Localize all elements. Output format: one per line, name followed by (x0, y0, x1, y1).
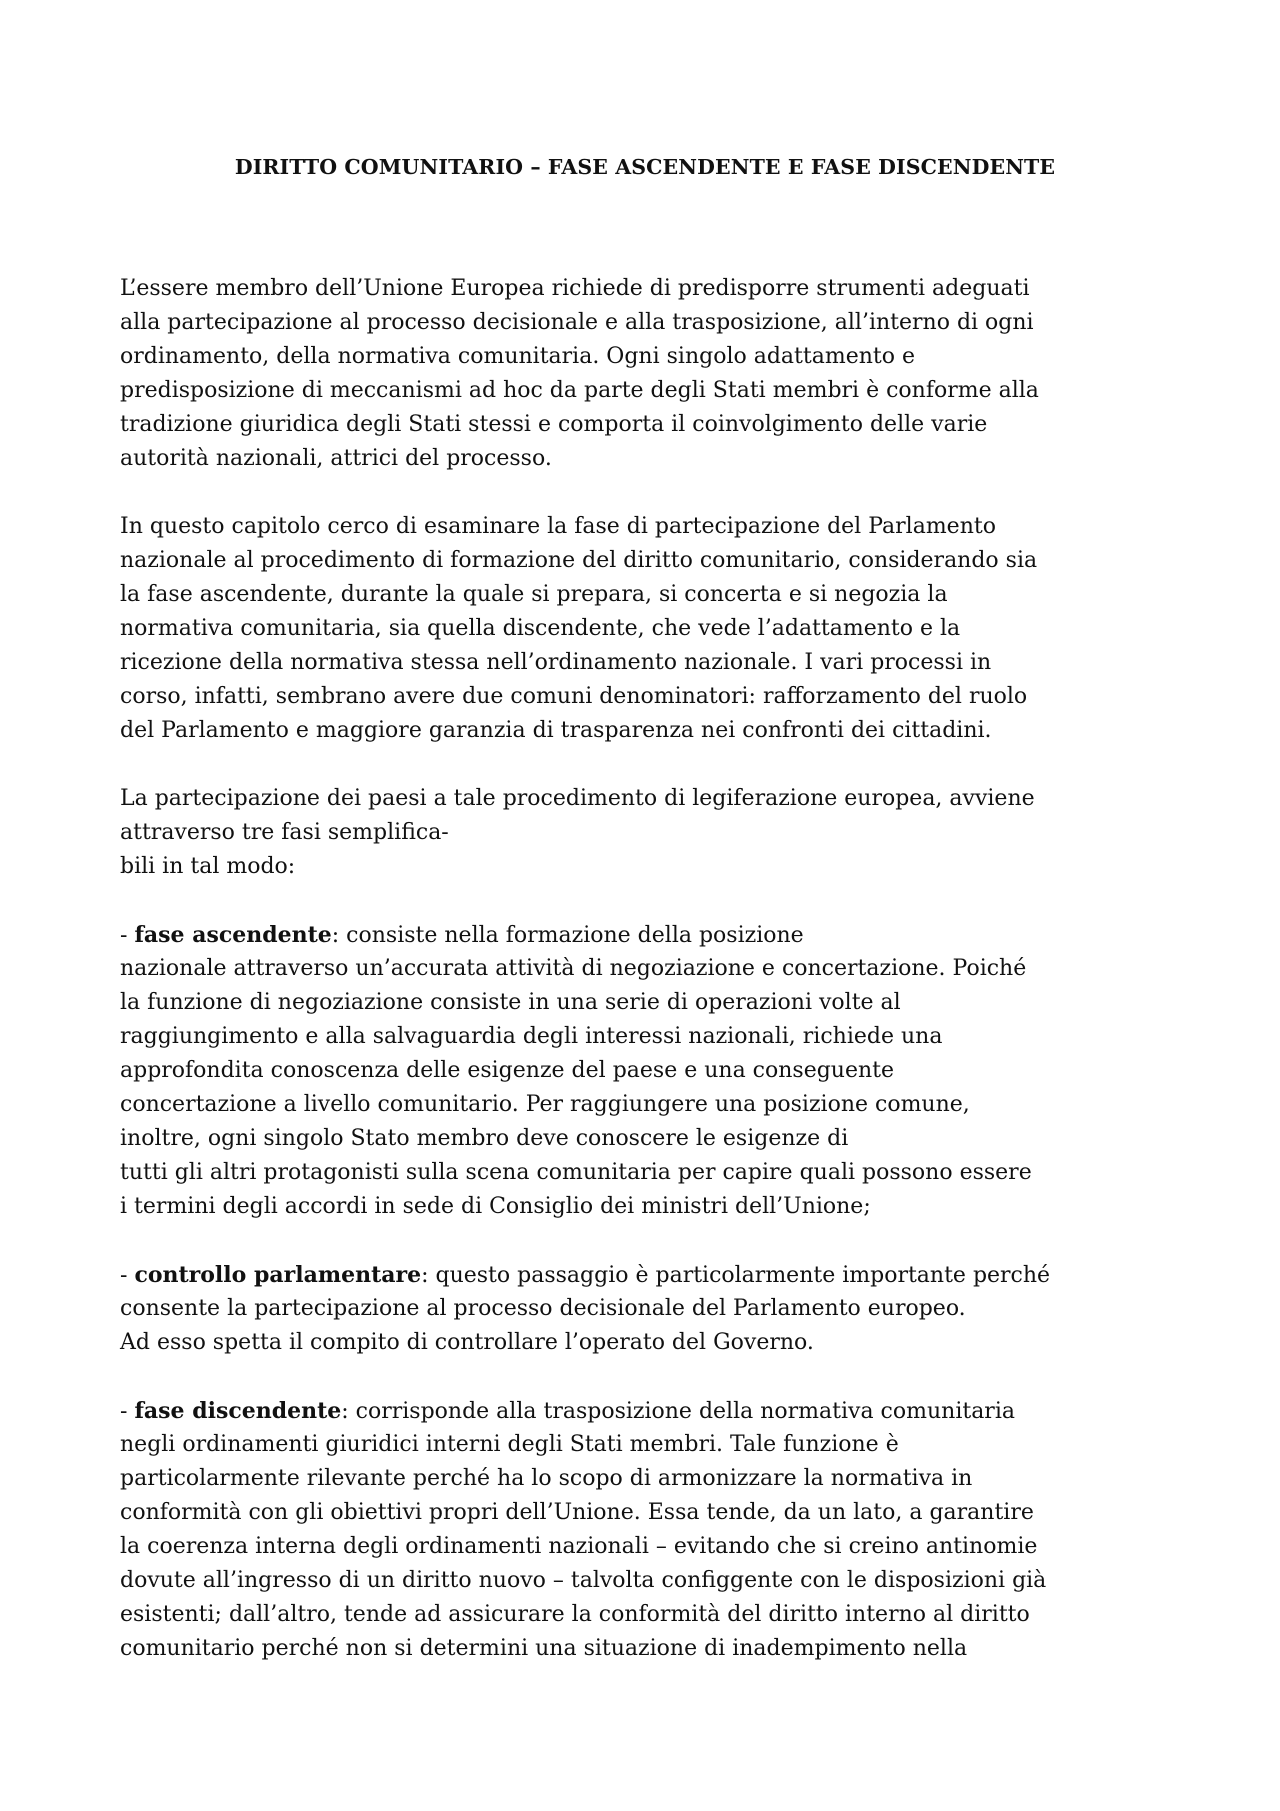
document-title: DIRITTO COMUNITARIO – FASE ASCENDENTE E FASE DISCENDENTE (234, 155, 1056, 179)
phase-heading-rest: : questo passaggio è particolarmente importante perché (421, 1263, 1051, 1288)
text-line: la fase ascendente, durante la quale si prepara, si concerta e si negozia la (120, 582, 948, 607)
phase-item-fase-ascendente (120, 918, 1170, 1224)
text-line: concertazione a livello comunitario. Per raggiungere una posizione comune, (120, 1092, 970, 1117)
text-line: negli ordinamenti giuridici interni degli Stati membri. Tale funzione è (120, 1432, 899, 1457)
text-line: inoltre, ogni singolo Stato membro deve conoscere le esigenze di (120, 1126, 849, 1151)
text-line: tutti gli altri protagonisti sulla scena comunitaria per capire quali possono essere (120, 1160, 1032, 1185)
text-line: esistenti; dall’altro, tende ad assicurare la conformità del diritto interno al diritto (120, 1602, 1030, 1627)
text-line: i termini degli accordi in sede di Consiglio dei ministri dell’Unione; (120, 1194, 871, 1219)
phase-heading-rest: : corrisponde alla trasposizione della normativa comunitaria (341, 1399, 1015, 1424)
phase-heading-rest: : consiste nella formazione della posizione (331, 923, 804, 948)
text-line: ricezione della normativa stessa nell’ordinamento nazionale. I vari processi in (120, 650, 992, 675)
text-line: predisposizione di meccanismi ad hoc da parte degli Stati membri è conforme alla (120, 378, 1039, 403)
text-line: raggiungimento e alla salvaguardia degli interessi nazionali, richiede una (120, 1024, 943, 1049)
text-line: la funzione di negoziazione consiste in una serie di operazioni volte al (120, 990, 901, 1015)
text-line: attraverso tre fasi semplifica- (120, 820, 449, 845)
phase-heading-line (120, 918, 1170, 952)
text-line: dovute all’ingresso di un diritto nuovo – talvolta configgente con le disposizioni già (120, 1568, 1047, 1593)
text-line: comunitario perché non si determini una situazione di inadempimento nella (120, 1636, 968, 1661)
document-page (120, 150, 1170, 1700)
text-line: nazionale al procedimento di formazione del diritto comunitario, considerando sia (120, 548, 1038, 573)
text-line: L’essere membro dell’Unione Europea richiede di predisporre strumenti adeguati (120, 276, 1030, 301)
text-line: autorità nazionali, attrici del processo. (120, 446, 552, 471)
text-line: bili in tal modo: (120, 854, 296, 879)
text-line: del Parlamento e maggiore garanzia di trasparenza nei confronti dei cittadini. (120, 718, 992, 743)
text-line: Ad esso spetta il compito di controllare l’operato del Governo. (120, 1330, 814, 1355)
text-line: ordinamento, della normativa comunitaria. Ogni singolo adattamento e (120, 344, 915, 369)
phase-term: fase discendente (134, 1398, 342, 1424)
phase-term: controllo parlamentare (134, 1262, 422, 1288)
text-line: corso, infatti, sembrano avere due comuni denominatori: rafforzamento del ruolo (120, 684, 1028, 709)
phase-heading-line (120, 1394, 1170, 1428)
paragraph-phases-intro (120, 782, 1170, 884)
paragraph-chapter-scope (120, 510, 1170, 748)
list-dash: - (120, 923, 135, 948)
phase-heading-line (120, 1258, 1170, 1292)
text-line: alla partecipazione al processo decisionale e alla trasposizione, all’interno di ogni (120, 310, 1034, 335)
list-dash: - (120, 1263, 135, 1288)
list-dash: - (120, 1399, 135, 1424)
text-line: nazionale attraverso un’accurata attività di negoziazione e concertazione. Poiché (120, 956, 1027, 981)
text-line: normativa comunitaria, sia quella discendente, che vede l’adattamento e la (120, 616, 961, 641)
text-line: La partecipazione dei paesi a tale procedimento di legiferazione europea, avviene (120, 786, 1035, 811)
phase-term: fase ascendente (134, 922, 332, 948)
phase-item-controllo-parlamentare (120, 1258, 1170, 1360)
text-line: approfondita conoscenza delle esigenze del paese e una conseguente (120, 1058, 895, 1083)
text-line: consente la partecipazione al processo decisionale del Parlamento europeo. (120, 1296, 966, 1321)
text-line: conformità con gli obiettivi propri dell’Unione. Essa tende, da un lato, a garantire (120, 1500, 1034, 1525)
text-line: In questo capitolo cerco di esaminare la fase di partecipazione del Parlamento (120, 514, 996, 539)
paragraph-intro (120, 272, 1170, 476)
text-line: tradizione giuridica degli Stati stessi e comporta il coinvolgimento delle varie (120, 412, 988, 437)
text-line: la coerenza interna degli ordinamenti nazionali – evitando che si creino antinomie (120, 1534, 1038, 1559)
text-line: particolarmente rilevante perché ha lo scopo di armonizzare la normativa in (120, 1466, 973, 1491)
phase-item-fase-discendente (120, 1394, 1170, 1666)
